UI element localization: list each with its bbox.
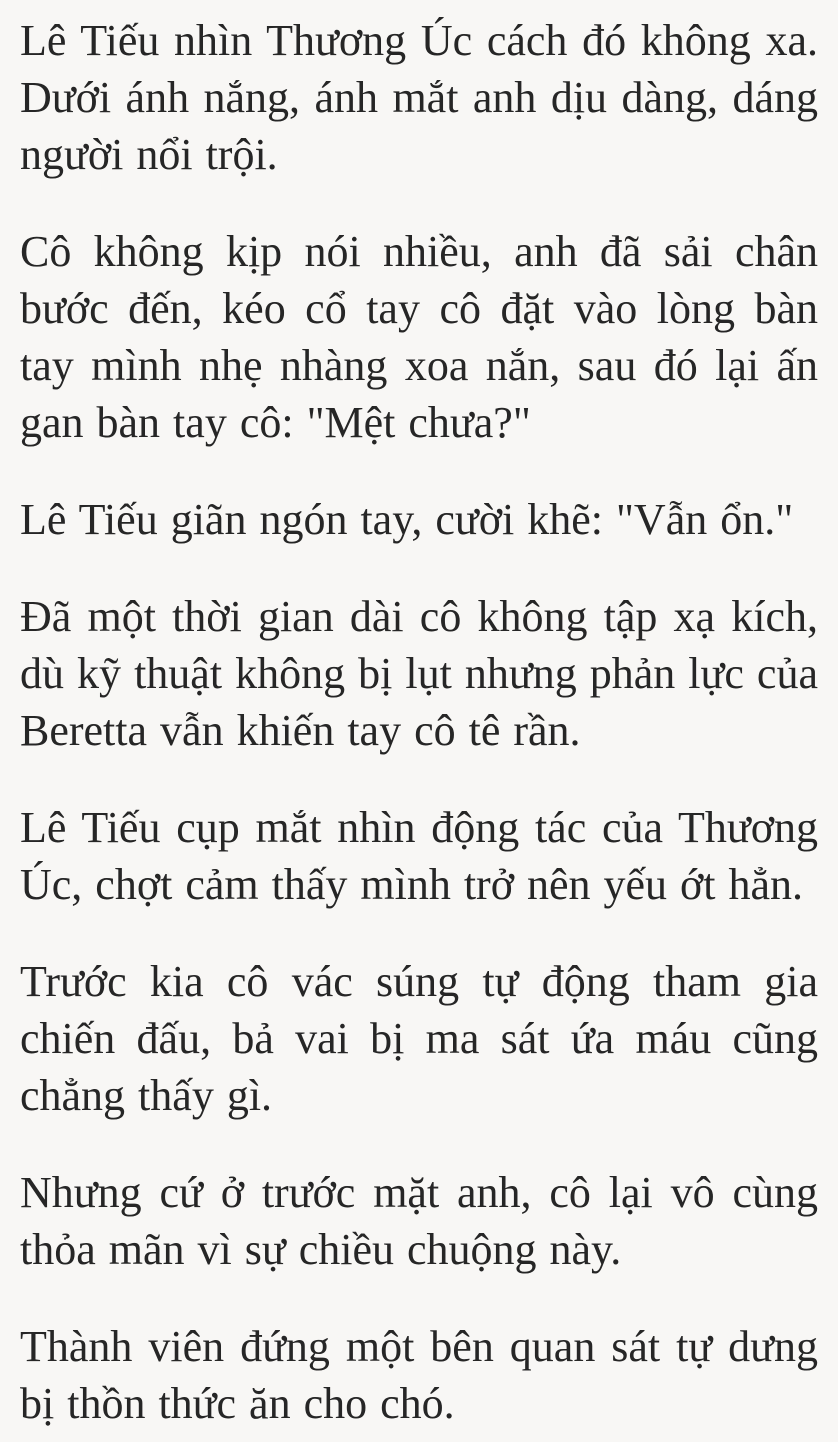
paragraph: Lê Tiếu cụp mắt nhìn động tác của Thương Úc, chợt cảm thấy mình trở nên yếu ớt hẳn. [20, 803, 818, 909]
paragraph: Đã một thời gian dài cô không tập xạ kích, dù kỹ thuật không bị lụt nhưng phản lực của Beretta vẫn khiến tay cô tê rần. [20, 592, 818, 755]
paragraph: Lê Tiếu giãn ngón tay, cười khẽ: "Vẫn ổn." [20, 495, 794, 544]
paragraph: Cô không kịp nói nhiều, anh đã sải chân bước đến, kéo cổ tay cô đặt vào lòng bàn tay mình nhẹ nhàng xoa nắn, sau đó lại ấn gan bàn tay cô: "Mệt chưa?" [20, 227, 818, 447]
paragraph: Thành viên đứng một bên quan sát tự dưng bị thồn thức ăn cho chó. [20, 1322, 818, 1428]
paragraph: Nhưng cứ ở trước mặt anh, cô lại vô cùng thỏa mãn vì sự chiều chuộng này. [20, 1168, 818, 1274]
paragraph: Lê Tiếu nhìn Thương Úc cách đó không xa. Dưới ánh nắng, ánh mắt anh dịu dàng, dáng người nổi trội. [20, 16, 818, 179]
paragraph: Trước kia cô vác súng tự động tham gia chiến đấu, bả vai bị ma sát ứa máu cũng chẳng thấy gì. [20, 957, 818, 1120]
